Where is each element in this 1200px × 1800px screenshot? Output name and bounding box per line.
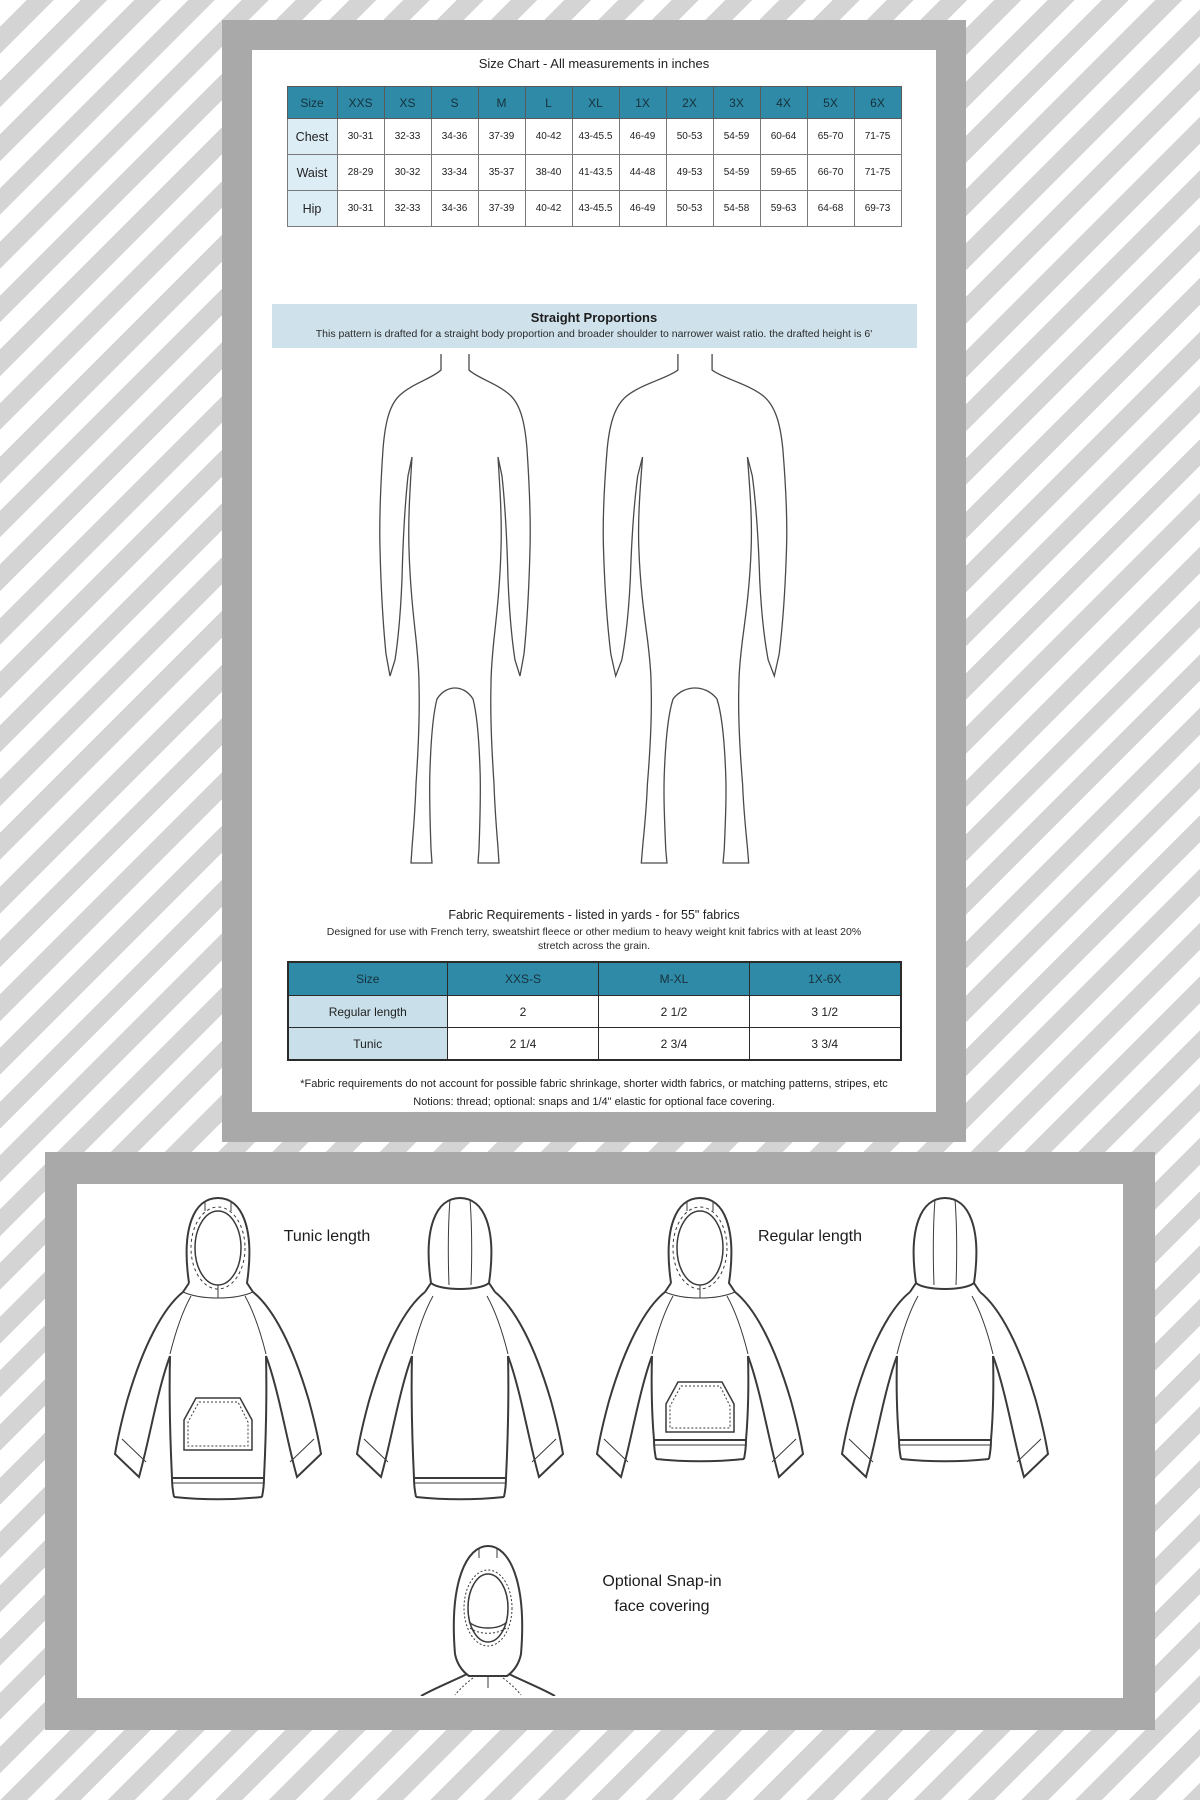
size-chart-cell: 71-75 — [854, 119, 901, 155]
size-chart-cell: 46-49 — [619, 119, 666, 155]
face-covering-label — [532, 1569, 792, 1619]
fabric-requirements-table — [287, 961, 902, 1061]
size-chart-header: S — [431, 87, 478, 119]
size-chart-cell: 43-45.5 — [572, 191, 619, 227]
size-chart-cell: 60-64 — [760, 119, 807, 155]
size-chart-cell: 33-34 — [431, 155, 478, 191]
size-chart-cell: 50-53 — [666, 191, 713, 227]
regular-length-label: Regular length — [757, 1228, 863, 1245]
size-chart-cell: 66-70 — [807, 155, 854, 191]
fabric-footnotes — [252, 1075, 936, 1111]
table-row — [288, 1028, 901, 1061]
size-chart-header: XS — [384, 87, 431, 119]
size-chart-cell: 59-63 — [760, 191, 807, 227]
body-figure-broad — [603, 354, 787, 863]
size-chart-header-row — [287, 87, 901, 119]
tunic-length-label: Tunic length — [283, 1228, 371, 1245]
size-chart-cell: 34-36 — [431, 119, 478, 155]
table-row — [287, 191, 901, 227]
size-chart-header: 5X — [807, 87, 854, 119]
size-chart-cell: 32-33 — [384, 191, 431, 227]
size-chart-cell: 37-39 — [478, 119, 525, 155]
body-figure-slim — [380, 354, 531, 863]
fabric-table-header-row — [288, 962, 901, 996]
fabric-table-header: M-XL — [599, 962, 750, 996]
row-label: Hip — [287, 191, 337, 227]
size-chart-cell: 43-45.5 — [572, 119, 619, 155]
page-title: Size Chart - All measurements in inches — [478, 56, 710, 71]
table-row — [287, 119, 901, 155]
fabric-cell: 2 — [448, 996, 599, 1028]
size-chart-header: 4X — [760, 87, 807, 119]
table-row — [287, 155, 901, 191]
size-chart-page — [252, 50, 936, 1112]
size-chart-cell: 30-31 — [337, 191, 384, 227]
body-proportion-figures-illustration — [264, 354, 924, 866]
size-chart-table — [287, 86, 902, 227]
size-chart-cell: 41-43.5 — [572, 155, 619, 191]
size-chart-cell: 34-36 — [431, 191, 478, 227]
straight-proportions-banner — [272, 304, 917, 348]
fabric-cell: 3 1/2 — [750, 996, 901, 1028]
row-label: Waist — [287, 155, 337, 191]
fabric-cell: 2 3/4 — [599, 1028, 750, 1061]
fabric-table-header: Size — [288, 962, 448, 996]
size-chart-cell: 46-49 — [619, 191, 666, 227]
size-chart-header: M — [478, 87, 525, 119]
face-covering-label-line2: face covering — [614, 1598, 710, 1615]
hoodie-views-page-frame — [45, 1152, 1155, 1730]
size-chart-cell: 64-68 — [807, 191, 854, 227]
size-chart-header: 6X — [854, 87, 901, 119]
face-covering-label-line1: Optional Snap-in — [602, 1573, 722, 1590]
straight-proportions-heading: Straight Proportions — [530, 310, 658, 325]
fabric-cell: 3 3/4 — [750, 1028, 901, 1061]
size-chart-cell: 49-53 — [666, 155, 713, 191]
size-chart-cell: 59-65 — [760, 155, 807, 191]
size-chart-cell: 30-31 — [337, 119, 384, 155]
fabric-table-header: XXS-S — [448, 962, 599, 996]
size-chart-cell: 65-70 — [807, 119, 854, 155]
table-row — [288, 996, 901, 1028]
size-chart-cell: 35-37 — [478, 155, 525, 191]
straight-proportions-description: This pattern is drafted for a straight body proportion and broader shoulder to narrower waist ratio. the drafted height is 6' — [315, 328, 873, 340]
hoodie-views-page — [77, 1184, 1123, 1698]
size-chart-header: 3X — [713, 87, 760, 119]
size-chart-cell: 50-53 — [666, 119, 713, 155]
size-chart-cell: 44-48 — [619, 155, 666, 191]
size-chart-cell: 54-59 — [713, 155, 760, 191]
size-chart-header: 1X — [619, 87, 666, 119]
row-label: Chest — [287, 119, 337, 155]
size-chart-cell: 32-33 — [384, 119, 431, 155]
size-chart-cell: 37-39 — [478, 191, 525, 227]
size-chart-cell: 28-29 — [337, 155, 384, 191]
fabric-cell: 2 1/2 — [599, 996, 750, 1028]
size-chart-cell: 71-75 — [854, 155, 901, 191]
fabric-cell: 2 1/4 — [448, 1028, 599, 1061]
size-chart-page-frame — [222, 20, 966, 1142]
fabric-table-header: 1X-6X — [750, 962, 901, 996]
fabric-footnote-shrinkage: *Fabric requirements do not account for possible fabric shrinkage, shorter width fabrics, or matching patterns, stripes, etc — [300, 1078, 888, 1091]
row-label: Tunic — [288, 1028, 448, 1061]
size-chart-cell: 40-42 — [525, 119, 572, 155]
size-chart-header: L — [525, 87, 572, 119]
fabric-requirements-subheading: Designed for use with French terry, sweatshirt fleece or other medium to heavy weight knit fabrics with at least 20% stretch across the grain. — [326, 926, 862, 953]
size-chart-header: 2X — [666, 87, 713, 119]
size-chart-cell: 40-42 — [525, 191, 572, 227]
size-chart-cell: 54-58 — [713, 191, 760, 227]
size-chart-header: Size — [287, 87, 337, 119]
size-chart-header: XL — [572, 87, 619, 119]
size-chart-cell: 38-40 — [525, 155, 572, 191]
size-chart-header: XXS — [337, 87, 384, 119]
row-label: Regular length — [288, 996, 448, 1028]
fabric-requirements-heading: Fabric Requirements - listed in yards - for 55" fabrics — [448, 908, 740, 922]
size-chart-cell: 30-32 — [384, 155, 431, 191]
size-chart-cell: 54-59 — [713, 119, 760, 155]
size-chart-cell: 69-73 — [854, 191, 901, 227]
fabric-footnote-notions: Notions: thread; optional: snaps and 1/4" elastic for optional face covering. — [413, 1096, 775, 1109]
